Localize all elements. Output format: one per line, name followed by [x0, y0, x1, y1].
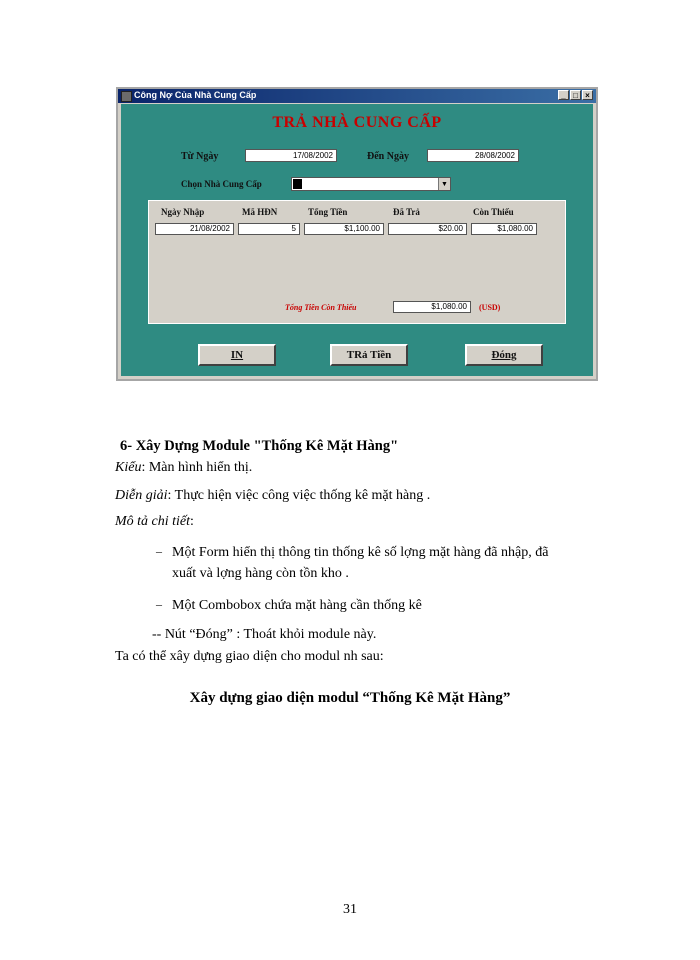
- cell-remaining[interactable]: $1,080.00: [471, 223, 537, 235]
- cell-total[interactable]: $1,100.00: [304, 223, 384, 235]
- detail-label: Mô tả chi tiết: [115, 514, 191, 529]
- col-header-invoice-id: Mã HĐN: [242, 207, 278, 217]
- window-client-area: [121, 104, 593, 376]
- pay-button[interactable]: TRả Tiền: [330, 344, 408, 366]
- total-remaining-label: Tổng Tiền Còn Thiếu: [285, 303, 357, 312]
- description-text: : Thực hiện việc công việc thống kê mặt hàng .: [167, 488, 431, 503]
- selection-marker: [293, 179, 302, 189]
- total-remaining-field[interactable]: $1,080.00: [393, 301, 471, 313]
- type-line: [115, 460, 252, 476]
- currency-unit: (USD): [479, 303, 501, 312]
- print-button[interactable]: IN: [198, 344, 276, 366]
- bullet-1-line-1: Một Form hiển thị thông tin thống kê số lợng mặt hàng đã nhập, đã: [172, 545, 549, 560]
- close-form-button[interactable]: Đóng: [465, 344, 543, 366]
- col-header-total: Tổng Tiền: [308, 207, 348, 217]
- page-number: 31: [343, 902, 357, 917]
- supplier-combobox[interactable]: [291, 177, 451, 191]
- bullet-dash-icon: –: [156, 544, 162, 558]
- supplier-label: Chọn Nhà Cung Cấp: [181, 179, 262, 189]
- section-heading: 6- Xây Dựng Module "Thống Kê Mặt Hàng": [120, 438, 399, 454]
- chevron-down-icon[interactable]: ▼: [438, 178, 450, 190]
- bullet-1-line-2: xuất và lợng hàng còn tồn kho .: [172, 566, 349, 581]
- type-text: : Màn hình hiển thị.: [141, 460, 253, 475]
- from-date-label: Từ Ngày: [181, 151, 219, 162]
- col-header-paid: Đã Trả: [393, 207, 420, 217]
- col-header-remaining: Còn Thiếu: [473, 207, 514, 217]
- type-label: Kiểu: [115, 460, 142, 475]
- cell-invoice-id[interactable]: 5: [238, 223, 300, 235]
- from-date-field[interactable]: 17/08/2002: [245, 149, 337, 162]
- intro-line: Ta có thể xây dựng giao diện cho modul nh sau:: [115, 649, 384, 664]
- debt-details-panel: [148, 200, 566, 324]
- window-titlebar: [118, 89, 596, 103]
- supplier-debt-window: [116, 87, 598, 381]
- bullet-2: Một Combobox chứa mặt hàng cần thống kê: [172, 598, 422, 613]
- detail-colon: :: [190, 514, 194, 529]
- cell-import-date[interactable]: 21/08/2002: [155, 223, 234, 235]
- detail-line: [115, 514, 194, 530]
- figure-caption: Xây dựng giao diện modul “Thống Kê Mặt Hàng”: [189, 690, 511, 706]
- bullet-dash-icon: –: [156, 597, 162, 611]
- to-date-label: Đến Ngày: [367, 151, 409, 162]
- app-icon: [121, 91, 132, 102]
- bullet-3: -- Nút “Đóng” : Thoát khỏi module này.: [152, 627, 377, 642]
- col-header-import-date: Ngày Nhập: [161, 207, 205, 217]
- description-line: [115, 488, 430, 504]
- close-button[interactable]: ×: [582, 90, 593, 100]
- description-label: Diễn giải: [115, 488, 168, 503]
- maximize-button[interactable]: □: [570, 90, 581, 100]
- window-title: Công Nợ Của Nhà Cung Cấp: [134, 90, 257, 100]
- form-header: TRẢ NHÀ CUNG CẤP: [272, 114, 442, 131]
- minimize-button[interactable]: _: [558, 90, 569, 100]
- cell-paid[interactable]: $20.00: [388, 223, 467, 235]
- to-date-field[interactable]: 28/08/2002: [427, 149, 519, 162]
